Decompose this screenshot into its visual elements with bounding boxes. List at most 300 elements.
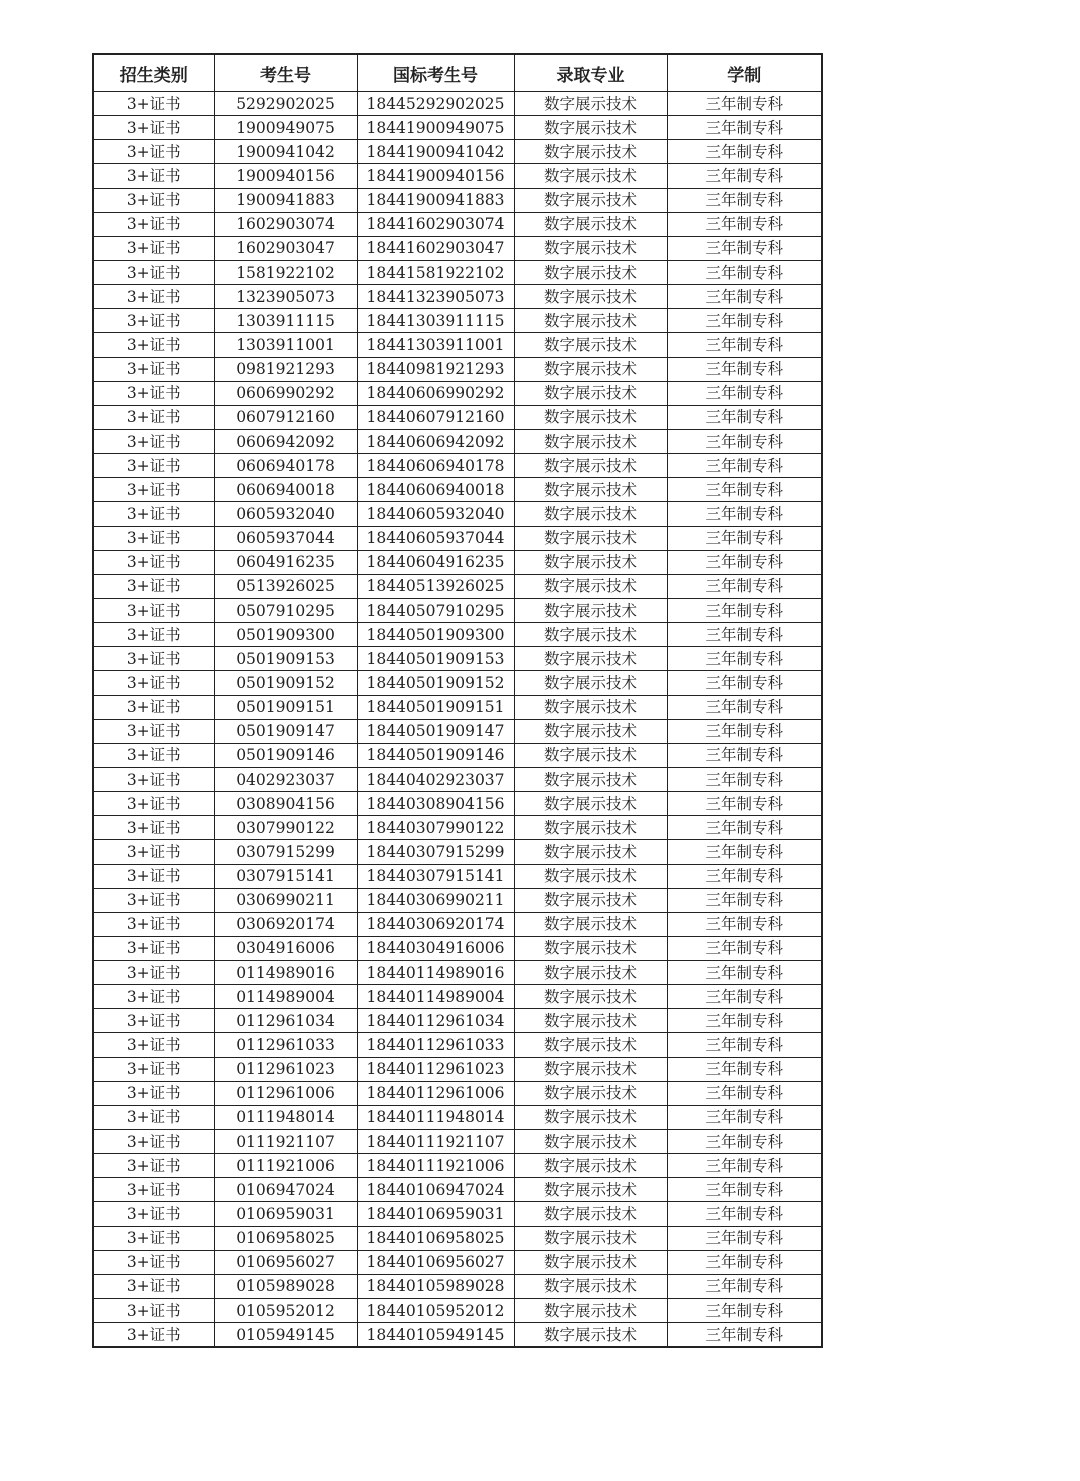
cell-category: 3+证书 [93, 961, 214, 985]
cell-major: 数字展示技术 [514, 405, 667, 429]
table-row [93, 454, 822, 478]
cell-category: 3+证书 [93, 1105, 214, 1129]
cell-major: 数字展示技术 [514, 1154, 667, 1178]
cell-national-exam-number: 18440112961006 [357, 1081, 514, 1105]
table-row [93, 357, 822, 381]
cell-major: 数字展示技术 [514, 478, 667, 502]
cell-category: 3+证书 [93, 1178, 214, 1202]
cell-program-length: 三年制专科 [667, 236, 822, 260]
cell-category: 3+证书 [93, 574, 214, 598]
cell-program-length: 三年制专科 [667, 1081, 822, 1105]
cell-program-length: 三年制专科 [667, 526, 822, 550]
cell-major: 数字展示技术 [514, 1226, 667, 1250]
cell-program-length: 三年制专科 [667, 502, 822, 526]
cell-exam-number: 0307915141 [214, 864, 357, 888]
cell-program-length: 三年制专科 [667, 116, 822, 140]
cell-major: 数字展示技术 [514, 1009, 667, 1033]
cell-exam-number: 0606942092 [214, 429, 357, 453]
table-row [93, 1033, 822, 1057]
cell-category: 3+证书 [93, 357, 214, 381]
cell-program-length: 三年制专科 [667, 864, 822, 888]
cell-national-exam-number: 18440114989016 [357, 961, 514, 985]
cell-national-exam-number: 18440501909146 [357, 743, 514, 767]
cell-national-exam-number: 18441900941042 [357, 140, 514, 164]
cell-exam-number: 0106956027 [214, 1250, 357, 1274]
cell-major: 数字展示技术 [514, 333, 667, 357]
header-national-exam-number: 国标考生号 [357, 54, 514, 92]
cell-national-exam-number: 18440111921006 [357, 1154, 514, 1178]
cell-national-exam-number: 18440307915141 [357, 864, 514, 888]
cell-major: 数字展示技术 [514, 816, 667, 840]
table-row [93, 1105, 822, 1129]
table-row [93, 1009, 822, 1033]
cell-program-length: 三年制专科 [667, 574, 822, 598]
cell-program-length: 三年制专科 [667, 695, 822, 719]
cell-category: 3+证书 [93, 1250, 214, 1274]
cell-exam-number: 0111948014 [214, 1105, 357, 1129]
table-row [93, 743, 822, 767]
cell-exam-number: 1602903047 [214, 236, 357, 260]
cell-exam-number: 1581922102 [214, 260, 357, 284]
cell-major: 数字展示技术 [514, 164, 667, 188]
table-row [93, 912, 822, 936]
table-row [93, 840, 822, 864]
cell-major: 数字展示技术 [514, 743, 667, 767]
table-row [93, 574, 822, 598]
cell-exam-number: 0513926025 [214, 574, 357, 598]
cell-category: 3+证书 [93, 816, 214, 840]
cell-program-length: 三年制专科 [667, 454, 822, 478]
cell-national-exam-number: 18440402923037 [357, 767, 514, 791]
cell-exam-number: 0105952012 [214, 1299, 357, 1323]
cell-category: 3+证书 [93, 1033, 214, 1057]
table-row [93, 116, 822, 140]
cell-exam-number: 0112961034 [214, 1009, 357, 1033]
cell-national-exam-number: 18440112961034 [357, 1009, 514, 1033]
cell-category: 3+证书 [93, 309, 214, 333]
cell-national-exam-number: 18440981921293 [357, 357, 514, 381]
table-row [93, 1154, 822, 1178]
cell-national-exam-number: 18440105952012 [357, 1299, 514, 1323]
cell-major: 数字展示技术 [514, 188, 667, 212]
table-row [93, 598, 822, 622]
table-row [93, 1057, 822, 1081]
table-row [93, 767, 822, 791]
cell-program-length: 三年制专科 [667, 1057, 822, 1081]
cell-national-exam-number: 18440106959031 [357, 1202, 514, 1226]
cell-national-exam-number: 18440507910295 [357, 598, 514, 622]
cell-major: 数字展示技术 [514, 936, 667, 960]
cell-category: 3+证书 [93, 92, 214, 116]
cell-exam-number: 0111921107 [214, 1130, 357, 1154]
cell-exam-number: 0981921293 [214, 357, 357, 381]
table-row [93, 1130, 822, 1154]
table-row [93, 164, 822, 188]
cell-major: 数字展示技术 [514, 1057, 667, 1081]
cell-major: 数字展示技术 [514, 454, 667, 478]
table-row [93, 212, 822, 236]
cell-national-exam-number: 18440111921107 [357, 1130, 514, 1154]
cell-national-exam-number: 18440307915299 [357, 840, 514, 864]
cell-category: 3+证书 [93, 1154, 214, 1178]
table-row [93, 961, 822, 985]
cell-program-length: 三年制专科 [667, 792, 822, 816]
cell-program-length: 三年制专科 [667, 1299, 822, 1323]
table-body [93, 92, 822, 1348]
cell-category: 3+证书 [93, 260, 214, 284]
cell-exam-number: 1303911115 [214, 309, 357, 333]
table-row [93, 647, 822, 671]
table-row [93, 550, 822, 574]
table-row [93, 1178, 822, 1202]
cell-category: 3+证书 [93, 1081, 214, 1105]
cell-exam-number: 0501909153 [214, 647, 357, 671]
cell-program-length: 三年制专科 [667, 767, 822, 791]
cell-major: 数字展示技术 [514, 598, 667, 622]
cell-exam-number: 0507910295 [214, 598, 357, 622]
cell-major: 数字展示技术 [514, 1202, 667, 1226]
cell-exam-number: 0112961033 [214, 1033, 357, 1057]
cell-program-length: 三年制专科 [667, 357, 822, 381]
table-row [93, 478, 822, 502]
table-row [93, 671, 822, 695]
cell-national-exam-number: 18440112961033 [357, 1033, 514, 1057]
cell-category: 3+证书 [93, 212, 214, 236]
cell-program-length: 三年制专科 [667, 1178, 822, 1202]
cell-exam-number: 0105989028 [214, 1274, 357, 1298]
cell-category: 3+证书 [93, 647, 214, 671]
cell-program-length: 三年制专科 [667, 285, 822, 309]
cell-program-length: 三年制专科 [667, 840, 822, 864]
cell-program-length: 三年制专科 [667, 1009, 822, 1033]
cell-national-exam-number: 18440106947024 [357, 1178, 514, 1202]
cell-program-length: 三年制专科 [667, 743, 822, 767]
cell-program-length: 三年制专科 [667, 333, 822, 357]
cell-national-exam-number: 18441303911115 [357, 309, 514, 333]
cell-category: 3+证书 [93, 164, 214, 188]
table-row [93, 429, 822, 453]
cell-category: 3+证书 [93, 1130, 214, 1154]
cell-program-length: 三年制专科 [667, 647, 822, 671]
table-row [93, 864, 822, 888]
cell-exam-number: 0501909147 [214, 719, 357, 743]
cell-national-exam-number: 18440105949145 [357, 1323, 514, 1348]
cell-program-length: 三年制专科 [667, 478, 822, 502]
cell-category: 3+证书 [93, 188, 214, 212]
cell-exam-number: 1900940156 [214, 164, 357, 188]
cell-national-exam-number: 18440604916235 [357, 550, 514, 574]
table-row [93, 888, 822, 912]
cell-category: 3+证书 [93, 864, 214, 888]
cell-program-length: 三年制专科 [667, 140, 822, 164]
cell-category: 3+证书 [93, 236, 214, 260]
table-row [93, 1202, 822, 1226]
cell-major: 数字展示技术 [514, 1130, 667, 1154]
table-row [93, 719, 822, 743]
cell-exam-number: 0606940178 [214, 454, 357, 478]
cell-national-exam-number: 18440607912160 [357, 405, 514, 429]
header-exam-number: 考生号 [214, 54, 357, 92]
header-program-length: 学制 [667, 54, 822, 92]
cell-exam-number: 1323905073 [214, 285, 357, 309]
cell-category: 3+证书 [93, 767, 214, 791]
cell-program-length: 三年制专科 [667, 671, 822, 695]
cell-exam-number: 0501909151 [214, 695, 357, 719]
cell-national-exam-number: 18440606942092 [357, 429, 514, 453]
cell-program-length: 三年制专科 [667, 429, 822, 453]
header-row [93, 54, 822, 92]
cell-national-exam-number: 18440605932040 [357, 502, 514, 526]
cell-category: 3+证书 [93, 985, 214, 1009]
cell-category: 3+证书 [93, 405, 214, 429]
table-row [93, 381, 822, 405]
cell-major: 数字展示技术 [514, 429, 667, 453]
cell-major: 数字展示技术 [514, 985, 667, 1009]
cell-national-exam-number: 18440513926025 [357, 574, 514, 598]
table-row [93, 816, 822, 840]
cell-program-length: 三年制专科 [667, 1105, 822, 1129]
cell-program-length: 三年制专科 [667, 719, 822, 743]
cell-category: 3+证书 [93, 1202, 214, 1226]
table-row [93, 1226, 822, 1250]
cell-major: 数字展示技术 [514, 719, 667, 743]
cell-major: 数字展示技术 [514, 550, 667, 574]
cell-program-length: 三年制专科 [667, 188, 822, 212]
cell-major: 数字展示技术 [514, 647, 667, 671]
cell-national-exam-number: 18440501909153 [357, 647, 514, 671]
table-row [93, 526, 822, 550]
cell-category: 3+证书 [93, 598, 214, 622]
cell-major: 数字展示技术 [514, 1323, 667, 1348]
cell-national-exam-number: 18440105989028 [357, 1274, 514, 1298]
cell-major: 数字展示技术 [514, 260, 667, 284]
cell-national-exam-number: 18441602903047 [357, 236, 514, 260]
cell-exam-number: 1303911001 [214, 333, 357, 357]
cell-program-length: 三年制专科 [667, 1226, 822, 1250]
cell-exam-number: 0306920174 [214, 912, 357, 936]
cell-national-exam-number: 18440606990292 [357, 381, 514, 405]
cell-major: 数字展示技术 [514, 1274, 667, 1298]
cell-major: 数字展示技术 [514, 912, 667, 936]
cell-major: 数字展示技术 [514, 1299, 667, 1323]
cell-major: 数字展示技术 [514, 357, 667, 381]
cell-category: 3+证书 [93, 550, 214, 574]
cell-national-exam-number: 18440114989004 [357, 985, 514, 1009]
cell-exam-number: 0307915299 [214, 840, 357, 864]
cell-major: 数字展示技术 [514, 1178, 667, 1202]
cell-national-exam-number: 18440501909300 [357, 623, 514, 647]
cell-program-length: 三年制专科 [667, 1250, 822, 1274]
cell-category: 3+证书 [93, 792, 214, 816]
table-row [93, 236, 822, 260]
cell-category: 3+证书 [93, 333, 214, 357]
cell-program-length: 三年制专科 [667, 405, 822, 429]
cell-category: 3+证书 [93, 1226, 214, 1250]
cell-exam-number: 1900949075 [214, 116, 357, 140]
cell-national-exam-number: 18441900940156 [357, 164, 514, 188]
table-row [93, 792, 822, 816]
cell-program-length: 三年制专科 [667, 1274, 822, 1298]
cell-category: 3+证书 [93, 526, 214, 550]
cell-exam-number: 0606940018 [214, 478, 357, 502]
cell-program-length: 三年制专科 [667, 936, 822, 960]
cell-program-length: 三年制专科 [667, 550, 822, 574]
cell-exam-number: 0605937044 [214, 526, 357, 550]
cell-major: 数字展示技术 [514, 623, 667, 647]
cell-major: 数字展示技术 [514, 526, 667, 550]
table-row [93, 140, 822, 164]
cell-major: 数字展示技术 [514, 888, 667, 912]
cell-category: 3+证书 [93, 623, 214, 647]
header-major: 录取专业 [514, 54, 667, 92]
cell-category: 3+证书 [93, 840, 214, 864]
cell-major: 数字展示技术 [514, 1250, 667, 1274]
table-row [93, 1323, 822, 1348]
cell-major: 数字展示技术 [514, 285, 667, 309]
cell-exam-number: 0501909152 [214, 671, 357, 695]
table-row [93, 985, 822, 1009]
table-row [93, 405, 822, 429]
cell-program-length: 三年制专科 [667, 260, 822, 284]
cell-exam-number: 5292902025 [214, 92, 357, 116]
cell-exam-number: 0114989004 [214, 985, 357, 1009]
cell-program-length: 三年制专科 [667, 912, 822, 936]
cell-major: 数字展示技术 [514, 1033, 667, 1057]
cell-exam-number: 0501909300 [214, 623, 357, 647]
table-row [93, 1081, 822, 1105]
cell-program-length: 三年制专科 [667, 1033, 822, 1057]
cell-national-exam-number: 18440501909147 [357, 719, 514, 743]
cell-category: 3+证书 [93, 429, 214, 453]
cell-exam-number: 0304916006 [214, 936, 357, 960]
cell-major: 数字展示技术 [514, 671, 667, 695]
cell-national-exam-number: 18440112961023 [357, 1057, 514, 1081]
cell-category: 3+证书 [93, 1323, 214, 1348]
cell-national-exam-number: 18440606940018 [357, 478, 514, 502]
cell-program-length: 三年制专科 [667, 598, 822, 622]
cell-program-length: 三年制专科 [667, 961, 822, 985]
cell-national-exam-number: 18441303911001 [357, 333, 514, 357]
table-row [93, 333, 822, 357]
cell-category: 3+证书 [93, 502, 214, 526]
cell-category: 3+证书 [93, 1009, 214, 1033]
cell-major: 数字展示技术 [514, 961, 667, 985]
cell-national-exam-number: 18441602903074 [357, 212, 514, 236]
cell-exam-number: 0106947024 [214, 1178, 357, 1202]
cell-major: 数字展示技术 [514, 695, 667, 719]
table-row [93, 188, 822, 212]
table-row [93, 285, 822, 309]
cell-major: 数字展示技术 [514, 864, 667, 888]
cell-national-exam-number: 18441900949075 [357, 116, 514, 140]
header-category: 招生类别 [93, 54, 214, 92]
cell-program-length: 三年制专科 [667, 1130, 822, 1154]
table-row [93, 695, 822, 719]
cell-major: 数字展示技术 [514, 140, 667, 164]
cell-program-length: 三年制专科 [667, 381, 822, 405]
cell-national-exam-number: 18440501909152 [357, 671, 514, 695]
cell-exam-number: 1602903074 [214, 212, 357, 236]
cell-category: 3+证书 [93, 1299, 214, 1323]
cell-national-exam-number: 18440307990122 [357, 816, 514, 840]
admission-table [92, 53, 823, 1348]
cell-major: 数字展示技术 [514, 1105, 667, 1129]
cell-exam-number: 0306990211 [214, 888, 357, 912]
cell-category: 3+证书 [93, 454, 214, 478]
cell-category: 3+证书 [93, 285, 214, 309]
cell-exam-number: 0106958025 [214, 1226, 357, 1250]
cell-national-exam-number: 18445292902025 [357, 92, 514, 116]
cell-category: 3+证书 [93, 1057, 214, 1081]
table-row [93, 1250, 822, 1274]
cell-national-exam-number: 18440304916006 [357, 936, 514, 960]
cell-national-exam-number: 18440306990211 [357, 888, 514, 912]
table-row [93, 623, 822, 647]
cell-major: 数字展示技术 [514, 116, 667, 140]
cell-major: 数字展示技术 [514, 1081, 667, 1105]
cell-program-length: 三年制专科 [667, 1323, 822, 1348]
cell-category: 3+证书 [93, 695, 214, 719]
cell-exam-number: 0112961006 [214, 1081, 357, 1105]
cell-national-exam-number: 18440106956027 [357, 1250, 514, 1274]
table-row [93, 1274, 822, 1298]
cell-exam-number: 0605932040 [214, 502, 357, 526]
cell-exam-number: 1900941883 [214, 188, 357, 212]
cell-category: 3+证书 [93, 478, 214, 502]
cell-major: 数字展示技术 [514, 840, 667, 864]
table-row [93, 309, 822, 333]
cell-exam-number: 0607912160 [214, 405, 357, 429]
cell-exam-number: 0606990292 [214, 381, 357, 405]
cell-category: 3+证书 [93, 912, 214, 936]
cell-program-length: 三年制专科 [667, 164, 822, 188]
cell-national-exam-number: 18440606940178 [357, 454, 514, 478]
cell-program-length: 三年制专科 [667, 623, 822, 647]
cell-national-exam-number: 18441323905073 [357, 285, 514, 309]
cell-exam-number: 0501909146 [214, 743, 357, 767]
table-row [93, 1299, 822, 1323]
table-row [93, 936, 822, 960]
cell-category: 3+证书 [93, 671, 214, 695]
cell-major: 数字展示技术 [514, 236, 667, 260]
cell-program-length: 三年制专科 [667, 1202, 822, 1226]
cell-category: 3+证书 [93, 1274, 214, 1298]
cell-national-exam-number: 18441900941883 [357, 188, 514, 212]
cell-major: 数字展示技术 [514, 574, 667, 598]
cell-national-exam-number: 18441581922102 [357, 260, 514, 284]
cell-exam-number: 1900941042 [214, 140, 357, 164]
cell-category: 3+证书 [93, 381, 214, 405]
cell-exam-number: 0307990122 [214, 816, 357, 840]
cell-exam-number: 0604916235 [214, 550, 357, 574]
cell-major: 数字展示技术 [514, 502, 667, 526]
cell-major: 数字展示技术 [514, 309, 667, 333]
cell-national-exam-number: 18440308904156 [357, 792, 514, 816]
cell-national-exam-number: 18440111948014 [357, 1105, 514, 1129]
cell-major: 数字展示技术 [514, 212, 667, 236]
cell-program-length: 三年制专科 [667, 92, 822, 116]
cell-major: 数字展示技术 [514, 381, 667, 405]
cell-exam-number: 0402923037 [214, 767, 357, 791]
cell-category: 3+证书 [93, 743, 214, 767]
table-row [93, 502, 822, 526]
cell-category: 3+证书 [93, 936, 214, 960]
cell-national-exam-number: 18440501909151 [357, 695, 514, 719]
cell-program-length: 三年制专科 [667, 1154, 822, 1178]
cell-exam-number: 0114989016 [214, 961, 357, 985]
cell-major: 数字展示技术 [514, 92, 667, 116]
table-row [93, 92, 822, 116]
